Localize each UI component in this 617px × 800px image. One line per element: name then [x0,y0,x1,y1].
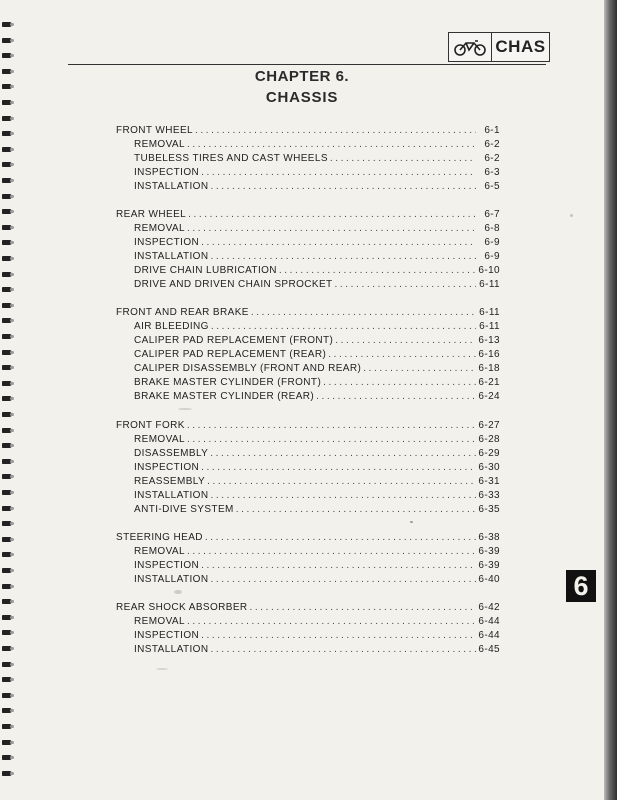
binding-coil [2,724,12,729]
chapter-number: CHAPTER 6. [254,68,350,85]
dot-leader [323,376,476,390]
binding-coil [2,287,12,292]
toc-title: REMOVAL [134,139,185,150]
toc-page-number: 6-13 [478,335,500,346]
toc-group [116,124,500,194]
toc-title: INSPECTION [134,462,200,473]
toc-subentry [116,250,500,264]
binding-coil [2,131,12,136]
toc-subentry [116,334,500,348]
toc-title: INSTALLATION [134,644,209,655]
binding-coil [2,459,12,464]
dot-leader [187,138,476,152]
toc-page-number: 6-9 [484,251,500,262]
binding-coil [2,162,12,167]
toc-group [116,531,500,587]
toc-subentry [116,643,500,657]
toc-group [116,419,500,517]
toc-subentry [116,166,500,180]
toc-subentry [116,461,500,475]
toc-page-number: 6-8 [484,223,500,234]
toc-subentry [116,573,500,587]
binding-coil [2,693,12,698]
toc-title: REMOVAL [134,546,185,557]
dot-leader [187,433,476,447]
toc-title: INSPECTION [134,237,200,248]
binding-coil [2,365,12,370]
page-edge-shadow [604,0,617,800]
toc-page-number: 6-40 [478,574,500,585]
toc-subentry [116,348,500,362]
dot-leader [236,503,476,517]
binding-coil [2,771,12,776]
binding-coil [2,22,12,27]
dot-leader [279,264,476,278]
binding-coil [2,147,12,152]
toc-page-number: 6-18 [478,363,500,374]
binding-coil [2,334,12,339]
binding-coil [2,116,12,121]
toc-section [116,531,500,545]
binding-coil [2,630,12,635]
toc-title: CALIPER PAD REPLACEMENT (REAR) [134,349,327,360]
toc-subentry [116,390,500,404]
binding-coil [2,552,12,557]
dot-leader [210,447,476,461]
toc-page-number: 6-45 [478,644,500,655]
binding-coil [2,568,12,573]
binding-coil [2,194,12,199]
binding-coil [2,708,12,713]
dot-leader [187,222,476,236]
toc-subentry [116,433,500,447]
toc-title: ANTI-DIVE SYSTEM [134,504,234,515]
toc-page-number: 6-16 [478,349,500,360]
toc-page-number: 6-2 [484,139,500,150]
toc-page-number: 6-2 [484,153,500,164]
dot-leader [188,208,476,222]
binding-coil [2,428,12,433]
binding-coil [2,225,12,230]
dot-leader [187,545,476,559]
dot-leader [210,573,476,587]
toc-title: TUBELESS TIRES AND CAST WHEELS [134,153,328,164]
toc-page-number: 6-39 [478,560,500,571]
binding-coil [2,740,12,745]
binding-coil [2,506,12,511]
dot-leader [335,278,476,292]
toc-title: DRIVE AND DRIVEN CHAIN SPROCKET [134,279,333,290]
toc-page-number: 6-7 [484,209,500,220]
binding-coil [2,474,12,479]
toc-page-number: 6-30 [478,462,500,473]
toc-subentry [116,629,500,643]
toc-page-number: 6-31 [478,476,500,487]
dot-leader [210,180,476,194]
binding-coil [2,240,12,245]
toc-title: INSTALLATION [134,574,209,585]
dot-leader [201,461,476,475]
dot-leader [187,419,476,433]
toc-subentry [116,503,500,517]
binding-coil [2,209,12,214]
toc-title: FRONT AND REAR BRAKE [116,307,249,318]
toc-section [116,124,500,138]
motorcycle-icon [449,33,492,61]
binding-coil [2,178,12,183]
binding-coil [2,599,12,604]
toc-subentry [116,320,500,334]
toc-page-number: 6-28 [478,434,500,445]
dot-leader [211,320,476,334]
dot-leader [187,615,476,629]
toc-title: REAR WHEEL [116,209,187,220]
toc-section [116,419,500,433]
print-speck [410,521,413,523]
binding-coil [2,256,12,261]
binding-coil [2,615,12,620]
binding-coil [2,412,12,417]
dot-leader [201,236,476,250]
dot-leader [316,390,476,404]
chapter-thumb-tab: 6 [566,570,596,602]
dot-leader [328,348,476,362]
toc-title: INSTALLATION [134,251,209,262]
binding-coil [2,303,12,308]
toc-page-number: 6-27 [478,420,500,431]
toc-title: FRONT FORK [116,420,185,431]
toc-page-number: 6-11 [479,307,500,318]
print-speck [174,590,182,594]
toc-page-number: 6-44 [478,616,500,627]
toc-title: REMOVAL [134,616,185,627]
print-speck [570,214,573,217]
toc-page-number: 6-33 [478,490,500,501]
toc-title: INSTALLATION [134,490,209,501]
binding-coil [2,396,12,401]
toc-title: FRONT WHEEL [116,125,193,136]
toc-title: REASSEMBLY [134,476,206,487]
spiral-binding [0,22,16,792]
toc-subentry [116,376,500,390]
toc-group [116,208,500,292]
binding-coil [2,381,12,386]
toc-page-number: 6-3 [484,167,500,178]
toc-page-number: 6-11 [479,321,500,332]
toc-group [116,306,500,404]
toc-subentry [116,362,500,376]
toc-title: CALIPER PAD REPLACEMENT (FRONT) [134,335,334,346]
toc-page-number: 6-10 [478,265,500,276]
table-of-contents [116,124,500,657]
toc-title: INSPECTION [134,560,200,571]
toc-title: STEERING HEAD [116,532,203,543]
header-rule [68,64,546,65]
toc-page-number: 6-5 [484,181,500,192]
binding-coil [2,537,12,542]
toc-page-number: 6-44 [478,630,500,641]
toc-subentry [116,475,500,489]
toc-page-number: 6-42 [478,602,500,613]
toc-subentry [116,615,500,629]
chapter-title: CHASSIS [265,89,339,106]
toc-page-number: 6-29 [478,448,500,459]
toc-title: REMOVAL [134,434,185,445]
toc-subentry [116,545,500,559]
toc-title: INSPECTION [134,167,200,178]
dot-leader [210,643,476,657]
toc-subentry [116,264,500,278]
dot-leader [195,124,476,138]
print-speck [178,408,192,410]
toc-subentry [116,222,500,236]
toc-subentry [116,278,500,292]
toc-title: REMOVAL [134,223,185,234]
dot-leader [201,559,476,573]
section-tab [448,32,550,62]
toc-title: CALIPER DISASSEMBLY (FRONT AND REAR) [134,363,362,374]
toc-subentry [116,559,500,573]
binding-coil [2,443,12,448]
toc-subentry [116,152,500,166]
dot-leader [210,250,476,264]
binding-coil [2,646,12,651]
binding-coil [2,318,12,323]
toc-title: INSTALLATION [134,181,209,192]
toc-subentry [116,138,500,152]
section-label: CHAS [495,37,546,56]
dot-leader [210,489,476,503]
toc-page-number: 6-38 [478,532,500,543]
binding-coil [2,521,12,526]
toc-title: BRAKE MASTER CYLINDER (REAR) [134,391,315,402]
toc-title: REAR SHOCK ABSORBER [116,602,248,613]
toc-page-number: 6-11 [479,279,500,290]
toc-subentry [116,236,500,250]
toc-title: DISASSEMBLY [134,448,209,459]
toc-title: BRAKE MASTER CYLINDER (FRONT) [134,377,322,388]
toc-section [116,306,500,320]
binding-coil [2,350,12,355]
toc-subentry [116,180,500,194]
dot-leader [335,334,476,348]
toc-page-number: 6-24 [478,391,500,402]
toc-page-number: 6-35 [478,504,500,515]
dot-leader [251,306,476,320]
binding-coil [2,584,12,589]
dot-leader [201,166,476,180]
binding-coil [2,662,12,667]
toc-section [116,601,500,615]
toc-title: INSPECTION [134,630,200,641]
dot-leader [363,362,476,376]
toc-subentry [116,447,500,461]
toc-page-number: 6-21 [478,377,500,388]
toc-page-number: 6-1 [484,125,500,136]
dot-leader [330,152,476,166]
dot-leader [201,629,476,643]
toc-section [116,208,500,222]
toc-title: AIR BLEEDING [134,321,209,332]
dot-leader [250,601,476,615]
binding-coil [2,677,12,682]
toc-page-number: 6-39 [478,546,500,557]
binding-coil [2,272,12,277]
dot-leader [205,531,476,545]
binding-coil [2,755,12,760]
binding-coil [2,490,12,495]
toc-page-number: 6-9 [484,237,500,248]
toc-group [116,601,500,657]
binding-coil [2,38,12,43]
toc-subentry [116,489,500,503]
dot-leader [207,475,476,489]
binding-coil [2,53,12,58]
toc-title: DRIVE CHAIN LUBRICATION [134,265,277,276]
print-speck [156,668,168,670]
